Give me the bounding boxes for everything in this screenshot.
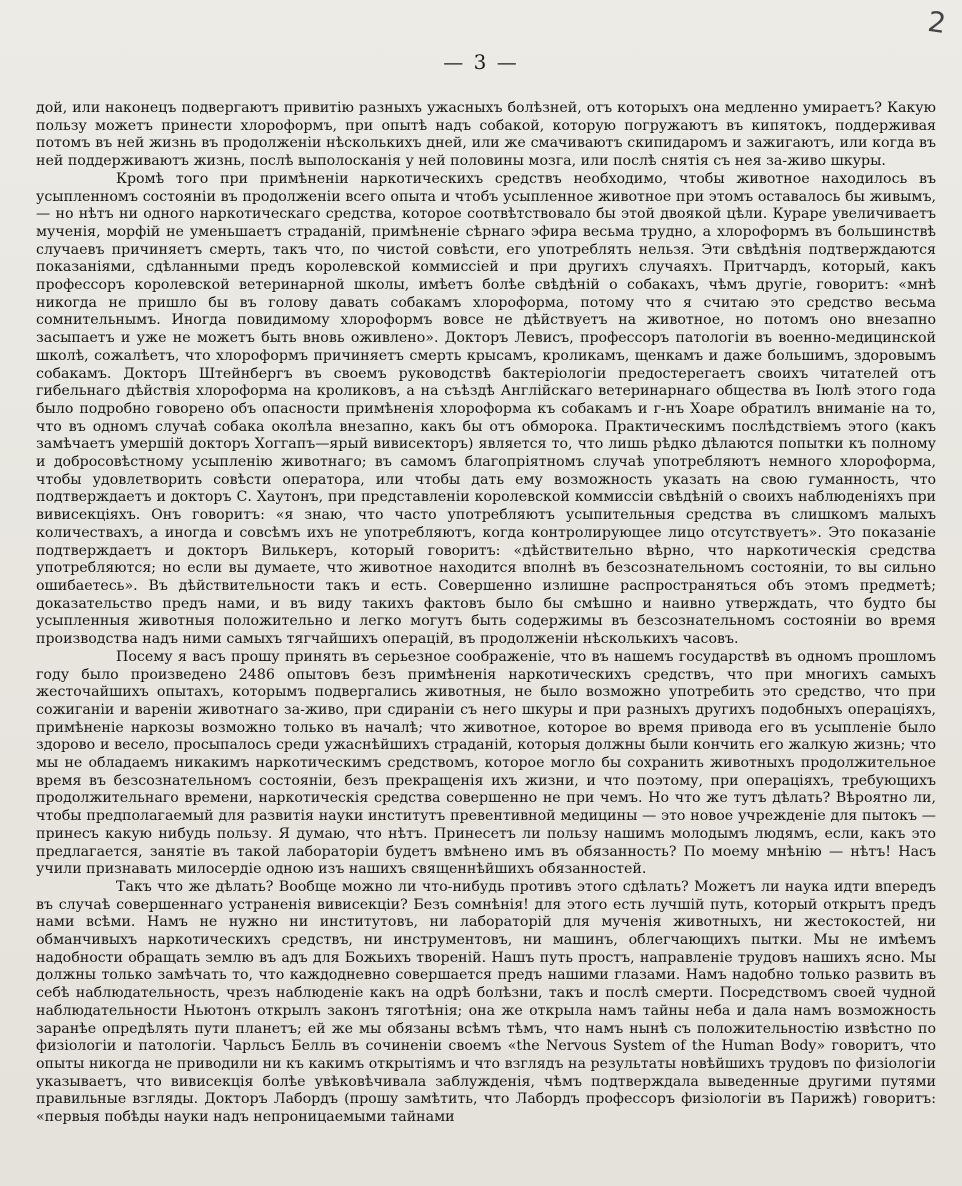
page-number: — 3 — — [443, 50, 519, 74]
paragraph-3: Посему я васъ прошу принять въ серьезное соображеніе, что въ нашемъ государствѣ въ одномъ прошломъ году было произведено 2486 опытовъ безъ примѣненія наркотическихъ средствъ, что при многихъ самыхъ жесточайшихъ опытахъ, которымъ подвергались животныя, не было возможно употребить это средство, что при сожиганіи и вареніи животнаго за-живо, при сдираніи съ него шкуры и при разныхъ другихъ подобныхъ операціяхъ, примѣненіе наркозы возможно только въ началѣ; что животное, которое во время привода его въ усыпленіе было здорово и весело, просыпалось среди ужаснѣйшихъ страданій, которыя должны были кончить его жалкую жизнь; что мы не обладаемъ никакимъ наркотическимъ средствомъ, которое могло бы сохранить животныхъ продолжительное время въ безсознательномъ состояніи, безъ прекращенія ихъ жизни, и что поэтому, при операціяхъ, требующихъ продолжительнаго времени, наркотическія средства совершенно не при чемъ. Но что же тутъ дѣлать? Вѣроятно ли, чтобы предполагаемый для развитія науки институтъ превентивной медицины — это новое учрежденіе для пытокъ — принесъ какую нибудь пользу. Я думаю, что нѣтъ. Принесетъ ли пользу нашимъ молодымъ людямъ, если, какъ это предлагается, занятіе въ такой лабораторіи будетъ вмѣнено имъ въ обязанность? По моему мнѣнію — нѣтъ! Насъ учили признавать милосердіе одною изъ нашихъ священнѣйшихъ обязанностей. — [36, 648, 936, 878]
body-text — [36, 100, 936, 1127]
paragraph-1: дой, или наконецъ подвергаютъ привитію разныхъ ужасныхъ болѣзней, отъ которыхъ она медленно умираетъ? Какую пользу можетъ принести хлороформъ, при опытѣ надъ собакой, которую погружаютъ въ кипятокъ, поддерживая потомъ въ ней жизнь въ продолженіи нѣсколькихъ дней, или же смачиваютъ скипидаромъ и зажигаютъ, или когда въ ней поддерживаютъ жизнь, послѣ выполосканія у ней половины мозга, или послѣ снятія съ нея за-живо шкуры. — [36, 100, 936, 170]
handwritten-page-mark: 2 — [925, 4, 949, 41]
paragraph-2: Кромѣ того при примѣненіи наркотическихъ средствъ необходимо, чтобы животное находилось въ усыпленномъ состояніи въ продолженіи всего опыта и чтобъ усыпленное животное при этомъ оставалось бы живымъ,— но нѣтъ ни одного наркотическаго средства, которое соотвѣтствовало бы этой двоякой цѣли. Кураре увеличиваетъ мученія, морфій не уменьшаетъ страданій, примѣненіе сѣрнаго эфира весьма трудно, а хлороформъ въ большинствѣ случаевъ причиняетъ смерть, такъ что, по чистой совѣсти, его употреблять нельзя. Эти свѣдѣнія подтверждаются показаніями, сдѣланными предъ королевской коммиссіей и при другихъ случаяхъ. Притчардъ, который, какъ профессоръ королевской ветеринарной школы, имѣетъ болѣе свѣдѣній о собакахъ, чѣмъ другіе, говоритъ: «мнѣ никогда не пришло бы въ голову давать собакамъ хлороформа, потому что я считаю это средство весьма сомнительнымъ. Иногда повидимому хлороформъ вовсе не дѣйствуетъ на животное, но потомъ оно внезапно засыпаетъ и уже не можетъ быть вновь оживлено». Докторъ Левисъ, профессоръ патологіи въ военно-медицинской школѣ, сожалѣетъ, что хлороформъ причиняетъ смерть крысамъ, кроликамъ, щенкамъ и даже большимъ, здоровымъ собакамъ. Докторъ Штейнбергъ въ своемъ руководствѣ бактеріологіи предостерегаетъ своихъ читателей отъ гибельнаго дѣйствія хлороформа на кроликовъ, а на съѣздѣ Англійскаго ветеринарнаго общества въ Іюлѣ этого года было подробно говорено объ опасности примѣненія хлороформа къ собакамъ и г-нъ Хоаре обратилъ вниманіе на то, что въ одномъ случаѣ собака околѣла внезапно, какъ бы отъ обморока. Практическимъ послѣдствіемъ этого (какъ замѣчаетъ умершій докторъ Хоггапъ—ярый вивисекторъ) является то, что лишь рѣдко дѣлаются попытки къ полному и добросовѣстному усыпленію животнаго; въ самомъ благопріятномъ случаѣ употребляютъ немного хлороформа, чтобы удовлетворить совѣсти оператора, или чтобы дать ему возможность указать на свою гуманность, что подтверждаетъ и докторъ С. Хаутонъ, при представленіи королевской коммиссіи свѣдѣній о своихъ наблюденіяхъ при вивисекціяхъ. Онъ говоритъ: «я знаю, что часто употребляютъ усыпительныя средства въ слишкомъ малыхъ количествахъ, а иногда и совсѣмъ ихъ не употребляютъ, когда контролирующее лицо отсутствуетъ». Это показаніе подтверждаетъ и докторъ Вилькеръ, который говоритъ: «дѣйствительно вѣрно, что наркотическія средства употребляются; но если вы думаете, что животное находится вполнѣ въ безсознательномъ состояніи, то вы сильно ошибаетесь». Въ дѣйствительности такъ и есть. Совершенно излишне распространяться объ этомъ предметѣ; доказательство предъ нами, и въ виду такихъ фактовъ было бы смѣшно и наивно утверждать, что будто бы усыпленныя животныя положительно и легко могутъ быть содержимы въ безсознательномъ состояніи во время производства надъ ними самыхъ тягчайшихъ операцій, въ продолженіи нѣсколькихъ часовъ. — [36, 170, 936, 648]
paragraph-4: Такъ что же дѣлать? Вообще можно ли что-нибудь противъ этого сдѣлать? Можетъ ли наука идти впередъ въ случаѣ совершеннаго устраненія вивисекціи? Безъ сомнѣнія! для этого есть лучшій путь, который открытъ предъ нами всѣми. Намъ не нужно ни институтовъ, ни лабораторій для мученія животныхъ, ни жестокостей, ни обманчивыхъ наркотическихъ средствъ, ни инструментовъ, ни машинъ, облегчающихъ пытки. Мы не имѣемъ надобности обращать землю въ адъ для Божьихъ твореній. Нашъ путь простъ, направленіе трудовъ нашихъ ясно. Мы должны только замѣчать то, что каждодневно совершается предъ нашими глазами. Намъ надобно только развить въ себѣ наблюдательность, чрезъ наблюденіе какъ на одрѣ болѣзни, такъ и послѣ смерти. Посредствомъ своей чудной наблюдательности Ньютонъ открылъ законъ тяготѣнія; она же открыла намъ тайны неба и дала намъ возможность заранѣе опредѣлять пути планетъ; ей же мы обязаны всѣмъ тѣмъ, что намъ нынѣ съ положительностію извѣстно по физіологіи и патологіи. Чарльсъ Белль въ сочиненіи своемъ «the Nervous System of the Human Body» говоритъ, что опыты никогда не приводили ни къ какимъ открытіямъ и что взглядъ на результаты новѣйшихъ трудовъ по физіологіи указываетъ, что вивисекція болѣе увѣковѣчивала заблужденія, чѣмъ подтверждала выведенные другими путями правильные взгляды. Докторъ Лабордъ (прошу замѣтить, что Лабордъ профессоръ физіологіи въ Парижѣ) говоритъ: «первыя побѣды науки надъ непроницаемыми тайнами — [36, 878, 936, 1126]
